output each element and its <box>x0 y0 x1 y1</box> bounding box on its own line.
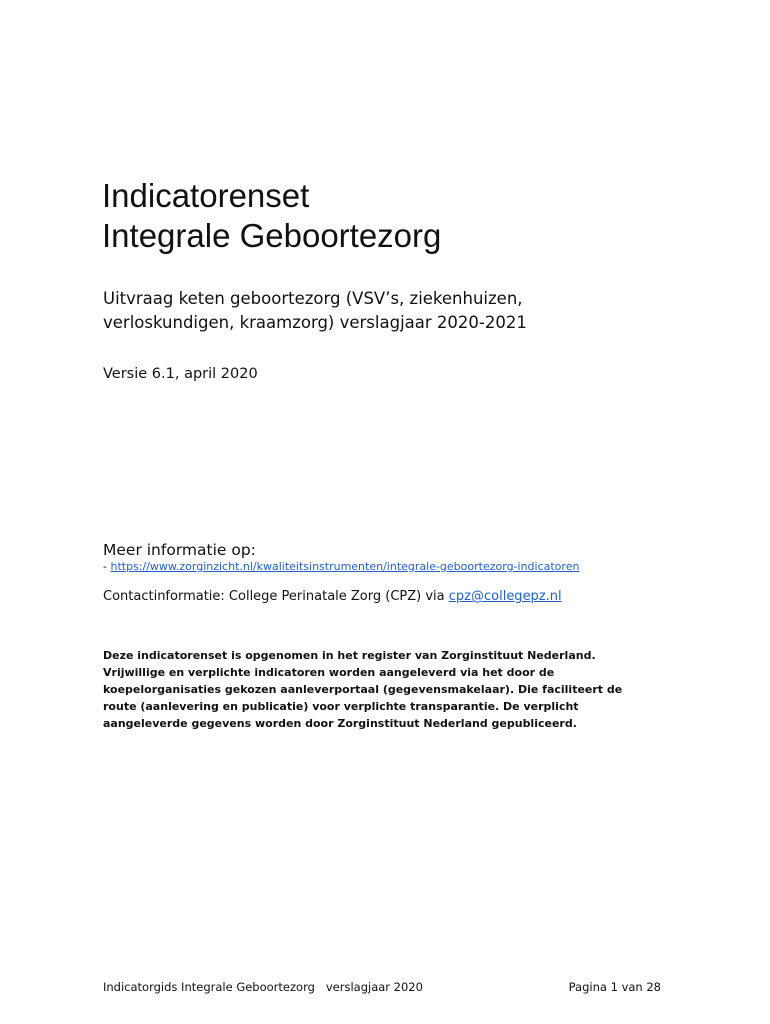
contact-email-link[interactable]: cpz@collegepz.nl <box>448 589 562 604</box>
list-dash: - <box>103 560 111 573</box>
info-link-row <box>103 559 579 575</box>
document-subtitle <box>103 287 663 335</box>
more-info-heading: Meer informatie op: <box>103 541 256 559</box>
contact-info <box>103 588 562 606</box>
title-line-1: Indicatorenset <box>102 177 310 214</box>
document-title <box>102 176 441 256</box>
version-text: Versie 6.1, april 2020 <box>103 366 258 382</box>
page-footer <box>103 978 663 996</box>
title-line-2: Integrale Geboortezorg <box>102 217 442 254</box>
footer-page-number: Pagina 1 van 28 <box>568 980 661 994</box>
subtitle-line-1: Uitvraag keten geboortezorg (VSV’s, ziekenhuizen, <box>103 289 523 308</box>
notice-line-3: koepelorganisaties gekozen aanleverportaal (gegevensmakelaar). Die faciliteert de <box>103 683 623 696</box>
notice-line-5: aangeleverde gegevens worden door Zorginstituut Nederland gepubliceerd. <box>103 717 577 730</box>
notice-line-4: route (aanlevering en publicatie) voor verplichte transparantie. De verplicht <box>103 700 579 713</box>
zorginzicht-link[interactable]: https://www.zorginzicht.nl/kwaliteitsinstrumenten/integrale-geboortezorg-indicatoren <box>110 560 580 573</box>
footer-document-title: Indicatorgids Integrale Geboortezorg verslagjaar 2020 <box>103 980 423 994</box>
register-notice <box>103 647 663 732</box>
subtitle-line-2: verloskundigen, kraamzorg) verslagjaar 2020-2021 <box>103 313 527 332</box>
notice-line-1: Deze indicatorenset is opgenomen in het register van Zorginstituut Nederland. <box>103 649 596 662</box>
notice-line-2: Vrijwillige en verplichte indicatoren worden aangeleverd via het door de <box>103 666 555 679</box>
contact-prefix: Contactinformatie: College Perinatale Zorg (CPZ) via <box>103 589 449 604</box>
